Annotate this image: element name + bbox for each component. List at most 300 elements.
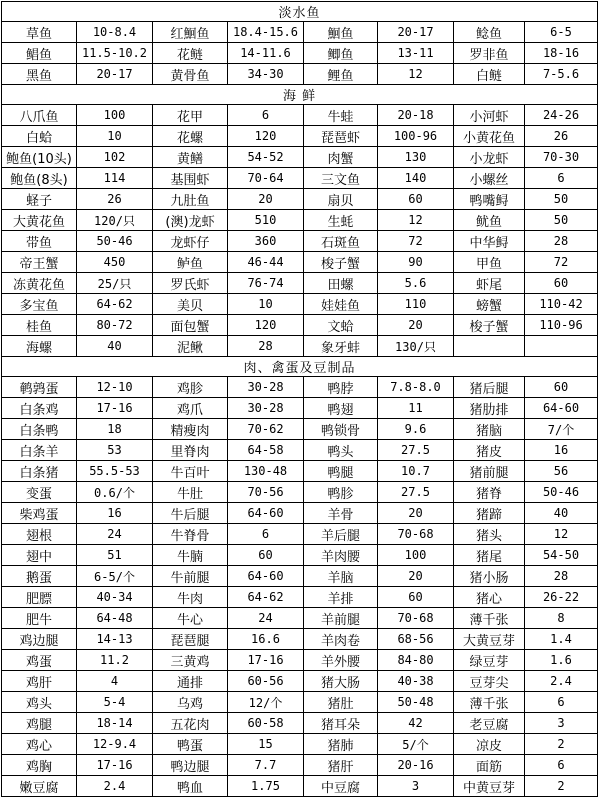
item-price: 12-10 bbox=[77, 377, 153, 398]
item-name: 猪尾 bbox=[454, 545, 525, 566]
item-price: 130-48 bbox=[228, 461, 304, 482]
item-name: 凉皮 bbox=[454, 734, 525, 755]
table-row bbox=[2, 105, 598, 126]
item-price: 12 bbox=[378, 210, 454, 231]
item-price: 24 bbox=[228, 608, 304, 629]
item-price: 50-46 bbox=[77, 231, 153, 252]
item-name: 牛肚 bbox=[153, 482, 228, 503]
item-name: 肥膘 bbox=[2, 587, 77, 608]
item-price: 16.6 bbox=[228, 629, 304, 650]
table-row bbox=[2, 419, 598, 440]
item-name: 龙虾仔 bbox=[153, 231, 228, 252]
section-header-row bbox=[2, 357, 598, 377]
item-name: 鸭蛋 bbox=[153, 734, 228, 755]
item-price: 64-60 bbox=[525, 398, 598, 419]
item-name: 桂鱼 bbox=[2, 315, 77, 336]
item-name: 白蛤 bbox=[2, 126, 77, 147]
item-price: 14-13 bbox=[77, 629, 153, 650]
item-name: 羊后腿 bbox=[304, 524, 378, 545]
item-name: 猪皮 bbox=[454, 440, 525, 461]
item-price: 6 bbox=[228, 524, 304, 545]
item-price: 51 bbox=[77, 545, 153, 566]
item-price: 7-5.6 bbox=[525, 64, 598, 85]
item-price: 10-8.4 bbox=[77, 22, 153, 43]
item-name: 猪大肠 bbox=[304, 671, 378, 692]
item-name: 泥鳅 bbox=[153, 336, 228, 357]
table-row bbox=[2, 294, 598, 315]
item-price: 18 bbox=[77, 419, 153, 440]
item-name: 牛蛙 bbox=[304, 105, 378, 126]
item-name: 牛脊骨 bbox=[153, 524, 228, 545]
item-name: 牛肉 bbox=[153, 587, 228, 608]
item-name: 羊肉卷 bbox=[304, 629, 378, 650]
item-name: 小黄花鱼 bbox=[454, 126, 525, 147]
item-name: 嫩豆腐 bbox=[2, 776, 77, 797]
table-row bbox=[2, 671, 598, 692]
item-name: 白条鸭 bbox=[2, 419, 77, 440]
item-name: 草鱼 bbox=[2, 22, 77, 43]
item-name: (澳)龙虾 bbox=[153, 210, 228, 231]
item-name: 小龙虾 bbox=[454, 147, 525, 168]
item-price: 110 bbox=[378, 294, 454, 315]
item-price: 100 bbox=[77, 105, 153, 126]
item-price: 50-48 bbox=[378, 692, 454, 713]
table-row bbox=[2, 545, 598, 566]
item-price: 90 bbox=[378, 252, 454, 273]
table-row bbox=[2, 189, 598, 210]
item-name: 生蚝 bbox=[304, 210, 378, 231]
item-price: 3 bbox=[525, 713, 598, 734]
item-price: 5/个 bbox=[378, 734, 454, 755]
item-price: 72 bbox=[378, 231, 454, 252]
item-name: 黄鳝 bbox=[153, 147, 228, 168]
item-price: 16 bbox=[77, 503, 153, 524]
item-price: 40 bbox=[77, 336, 153, 357]
item-name: 牛心 bbox=[153, 608, 228, 629]
item-name: 里脊肉 bbox=[153, 440, 228, 461]
item-price: 40-38 bbox=[378, 671, 454, 692]
item-price: 18.4-15.6 bbox=[228, 22, 304, 43]
item-name: 海螺 bbox=[2, 336, 77, 357]
item-price: 27.5 bbox=[378, 482, 454, 503]
item-price: 10 bbox=[228, 294, 304, 315]
item-price: 20 bbox=[378, 503, 454, 524]
item-name: 扇贝 bbox=[304, 189, 378, 210]
item-price: 14-11.6 bbox=[228, 43, 304, 64]
table-row bbox=[2, 315, 598, 336]
item-name: 甲鱼 bbox=[454, 252, 525, 273]
item-price: 17-16 bbox=[228, 650, 304, 671]
item-name: 鲫鱼 bbox=[304, 43, 378, 64]
table-row bbox=[2, 608, 598, 629]
item-name: 面包蟹 bbox=[153, 315, 228, 336]
item-price: 34-30 bbox=[228, 64, 304, 85]
item-name: 琵琶腿 bbox=[153, 629, 228, 650]
item-price: 11.2 bbox=[77, 650, 153, 671]
item-name: 鸭边腿 bbox=[153, 755, 228, 776]
item-price: 102 bbox=[77, 147, 153, 168]
item-name: 鸭翅 bbox=[304, 398, 378, 419]
table-row bbox=[2, 566, 598, 587]
table-row bbox=[2, 734, 598, 755]
item-name: 猪后腿 bbox=[454, 377, 525, 398]
item-price: 28 bbox=[525, 566, 598, 587]
item-price: 130 bbox=[378, 147, 454, 168]
item-name: 大黄豆芽 bbox=[454, 629, 525, 650]
item-price: 130/只 bbox=[378, 336, 454, 357]
item-name: 黑鱼 bbox=[2, 64, 77, 85]
item-name: 猪肺 bbox=[304, 734, 378, 755]
item-price: 0.6/个 bbox=[77, 482, 153, 503]
item-price: 27.5 bbox=[378, 440, 454, 461]
table-row bbox=[2, 503, 598, 524]
item-price: 64-58 bbox=[228, 440, 304, 461]
item-price: 100-96 bbox=[378, 126, 454, 147]
item-price: 60 bbox=[525, 377, 598, 398]
item-name: 薄千张 bbox=[454, 692, 525, 713]
item-name: 鸡腿 bbox=[2, 713, 77, 734]
item-price: 40-34 bbox=[77, 587, 153, 608]
item-name: 柴鸡蛋 bbox=[2, 503, 77, 524]
item-name: 鸡胗 bbox=[153, 377, 228, 398]
table-row bbox=[2, 273, 598, 294]
item-price: 25/只 bbox=[77, 273, 153, 294]
item-name: 面筋 bbox=[454, 755, 525, 776]
item-name: 鸭嘴鲟 bbox=[454, 189, 525, 210]
item-name: 罗非鱼 bbox=[454, 43, 525, 64]
item-price: 18-14 bbox=[77, 713, 153, 734]
item-price: 60-56 bbox=[228, 671, 304, 692]
item-name: 梭子蟹 bbox=[454, 315, 525, 336]
item-name: 猪肋排 bbox=[454, 398, 525, 419]
item-name: 白条鸡 bbox=[2, 398, 77, 419]
item-price: 60 bbox=[525, 273, 598, 294]
item-price: 30-28 bbox=[228, 377, 304, 398]
item-price: 17-16 bbox=[77, 755, 153, 776]
item-name: 田螺 bbox=[304, 273, 378, 294]
item-price: 20 bbox=[378, 315, 454, 336]
item-price: 110-96 bbox=[525, 315, 598, 336]
item-price: 64-62 bbox=[77, 294, 153, 315]
item-price: 68-56 bbox=[378, 629, 454, 650]
item-name: 鸡边腿 bbox=[2, 629, 77, 650]
item-price: 17-16 bbox=[77, 398, 153, 419]
item-price: 9.6 bbox=[378, 419, 454, 440]
item-name: 猪心 bbox=[454, 587, 525, 608]
item-name: 羊肉腰 bbox=[304, 545, 378, 566]
item-name: 鸭脖 bbox=[304, 377, 378, 398]
item-name: 牛前腿 bbox=[153, 566, 228, 587]
item-name: 羊骨 bbox=[304, 503, 378, 524]
item-name: 猪脑 bbox=[454, 419, 525, 440]
item-price: 20 bbox=[228, 189, 304, 210]
item-name: 大黄花鱼 bbox=[2, 210, 77, 231]
item-price: 18-16 bbox=[525, 43, 598, 64]
item-price: 20-16 bbox=[378, 755, 454, 776]
item-name: 牛百叶 bbox=[153, 461, 228, 482]
item-name: 翅根 bbox=[2, 524, 77, 545]
item-price: 100 bbox=[378, 545, 454, 566]
item-price: 54-52 bbox=[228, 147, 304, 168]
item-price: 40 bbox=[525, 503, 598, 524]
item-name: 鸡爪 bbox=[153, 398, 228, 419]
item-name: 八爪鱼 bbox=[2, 105, 77, 126]
item-price: 80-72 bbox=[77, 315, 153, 336]
item-price: 64-60 bbox=[228, 566, 304, 587]
item-price: 120 bbox=[228, 126, 304, 147]
item-price: 2.4 bbox=[525, 671, 598, 692]
item-price: 7.7 bbox=[228, 755, 304, 776]
item-name: 冻黄花鱼 bbox=[2, 273, 77, 294]
item-price: 70-64 bbox=[228, 168, 304, 189]
item-name: 基围虾 bbox=[153, 168, 228, 189]
item-name: 豆芽尖 bbox=[454, 671, 525, 692]
item-price: 360 bbox=[228, 231, 304, 252]
item-price: 24 bbox=[77, 524, 153, 545]
item-price: 2.4 bbox=[77, 776, 153, 797]
item-price: 114 bbox=[77, 168, 153, 189]
table-row bbox=[2, 231, 598, 252]
item-price: 110-42 bbox=[525, 294, 598, 315]
table-row bbox=[2, 377, 598, 398]
item-price: 20 bbox=[378, 566, 454, 587]
item-name: 乌鸡 bbox=[153, 692, 228, 713]
item-name: 鲳鱼 bbox=[2, 43, 77, 64]
item-name: 多宝鱼 bbox=[2, 294, 77, 315]
item-name: 精瘦肉 bbox=[153, 419, 228, 440]
item-price: 84-80 bbox=[378, 650, 454, 671]
item-name: 鹌鹑蛋 bbox=[2, 377, 77, 398]
item-name: 小河虾 bbox=[454, 105, 525, 126]
item-name: 鸭锁骨 bbox=[304, 419, 378, 440]
item-name: 花甲 bbox=[153, 105, 228, 126]
item-name: 猪肝 bbox=[304, 755, 378, 776]
item-name: 小螺丝 bbox=[454, 168, 525, 189]
item-name: 猪前腿 bbox=[454, 461, 525, 482]
item-price: 12-9.4 bbox=[77, 734, 153, 755]
item-price: 70-30 bbox=[525, 147, 598, 168]
item-price: 120 bbox=[228, 315, 304, 336]
table-row bbox=[2, 755, 598, 776]
item-name: 牛腩 bbox=[153, 545, 228, 566]
section-header-row bbox=[2, 85, 598, 105]
table-row bbox=[2, 713, 598, 734]
item-name: 鸭头 bbox=[304, 440, 378, 461]
table-row bbox=[2, 43, 598, 64]
item-name: 翅中 bbox=[2, 545, 77, 566]
item-name: 鸡胸 bbox=[2, 755, 77, 776]
item-name: 变蛋 bbox=[2, 482, 77, 503]
item-price: 1.4 bbox=[525, 629, 598, 650]
item-price: 60 bbox=[228, 545, 304, 566]
item-price: 70-68 bbox=[378, 524, 454, 545]
section-title: 肉、禽蛋及豆制品 bbox=[2, 357, 598, 377]
item-name: 绿豆芽 bbox=[454, 650, 525, 671]
item-name: 鱿鱼 bbox=[454, 210, 525, 231]
item-price: 3 bbox=[378, 776, 454, 797]
item-name: 鲤鱼 bbox=[304, 64, 378, 85]
item-price: 50 bbox=[525, 210, 598, 231]
item-price: 6 bbox=[228, 105, 304, 126]
item-name: 蛏子 bbox=[2, 189, 77, 210]
item-name: 薄千张 bbox=[454, 608, 525, 629]
item-name: 象牙蚌 bbox=[304, 336, 378, 357]
table-row bbox=[2, 692, 598, 713]
item-price: 64-62 bbox=[228, 587, 304, 608]
item-price: 56 bbox=[525, 461, 598, 482]
item-name: 鹅蛋 bbox=[2, 566, 77, 587]
table-row bbox=[2, 650, 598, 671]
item-price: 42 bbox=[378, 713, 454, 734]
item-price: 15 bbox=[228, 734, 304, 755]
table-row bbox=[2, 168, 598, 189]
item-price: 20-17 bbox=[77, 64, 153, 85]
item-price: 20-17 bbox=[378, 22, 454, 43]
item-price: 55.5-53 bbox=[77, 461, 153, 482]
table-row bbox=[2, 524, 598, 545]
item-price: 2 bbox=[525, 734, 598, 755]
table-row bbox=[2, 147, 598, 168]
section-title: 海 鲜 bbox=[2, 85, 598, 105]
item-price: 1.6 bbox=[525, 650, 598, 671]
item-name: 鸭胗 bbox=[304, 482, 378, 503]
section-header-row bbox=[2, 2, 598, 22]
item-price: 70-56 bbox=[228, 482, 304, 503]
item-price: 10 bbox=[77, 126, 153, 147]
price-table-body bbox=[2, 2, 598, 797]
item-price: 16 bbox=[525, 440, 598, 461]
item-price: 11.5-10.2 bbox=[77, 43, 153, 64]
table-row bbox=[2, 629, 598, 650]
price-table bbox=[1, 1, 598, 797]
table-row bbox=[2, 776, 598, 797]
item-name: 羊脑 bbox=[304, 566, 378, 587]
item-name: 鲍鱼(8头) bbox=[2, 168, 77, 189]
item-price: 6-5 bbox=[525, 22, 598, 43]
table-row bbox=[2, 440, 598, 461]
item-price: 28 bbox=[228, 336, 304, 357]
item-name bbox=[454, 336, 525, 357]
item-price: 24-26 bbox=[525, 105, 598, 126]
item-price: 11 bbox=[378, 398, 454, 419]
table-row bbox=[2, 398, 598, 419]
item-price: 6-5/个 bbox=[77, 566, 153, 587]
item-name: 带鱼 bbox=[2, 231, 77, 252]
item-name: 琵琶虾 bbox=[304, 126, 378, 147]
item-name: 肉蟹 bbox=[304, 147, 378, 168]
item-price: 12 bbox=[525, 524, 598, 545]
item-name: 鮰鱼 bbox=[304, 22, 378, 43]
item-name: 中豆腐 bbox=[304, 776, 378, 797]
item-name: 文蛤 bbox=[304, 315, 378, 336]
item-price: 28 bbox=[525, 231, 598, 252]
item-price: 53 bbox=[77, 440, 153, 461]
table-row bbox=[2, 252, 598, 273]
item-price: 12 bbox=[378, 64, 454, 85]
item-price: 2 bbox=[525, 776, 598, 797]
table-row bbox=[2, 22, 598, 43]
table-row bbox=[2, 336, 598, 357]
item-price: 30-28 bbox=[228, 398, 304, 419]
item-name: 罗氏虾 bbox=[153, 273, 228, 294]
item-name: 花螺 bbox=[153, 126, 228, 147]
item-name: 肥牛 bbox=[2, 608, 77, 629]
item-price: 26-22 bbox=[525, 587, 598, 608]
item-name: 花鲢 bbox=[153, 43, 228, 64]
item-name: 梭子蟹 bbox=[304, 252, 378, 273]
item-price: 60-58 bbox=[228, 713, 304, 734]
table-row bbox=[2, 587, 598, 608]
item-name: 猪脊 bbox=[454, 482, 525, 503]
item-name: 鲍鱼(10头) bbox=[2, 147, 77, 168]
item-name: 白条猪 bbox=[2, 461, 77, 482]
item-price: 70-62 bbox=[228, 419, 304, 440]
table-row bbox=[2, 126, 598, 147]
item-price: 72 bbox=[525, 252, 598, 273]
item-name: 鸡头 bbox=[2, 692, 77, 713]
item-price: 5.6 bbox=[378, 273, 454, 294]
item-name: 白鲢 bbox=[454, 64, 525, 85]
table-row bbox=[2, 64, 598, 85]
item-name: 猪蹄 bbox=[454, 503, 525, 524]
item-name: 牛后腿 bbox=[153, 503, 228, 524]
item-price: 8 bbox=[525, 608, 598, 629]
item-price: 7/个 bbox=[525, 419, 598, 440]
item-price: 20-18 bbox=[378, 105, 454, 126]
item-name: 帝王蟹 bbox=[2, 252, 77, 273]
item-name: 鸡肝 bbox=[2, 671, 77, 692]
item-price: 54-50 bbox=[525, 545, 598, 566]
item-price: 450 bbox=[77, 252, 153, 273]
item-price: 10.7 bbox=[378, 461, 454, 482]
item-price: 26 bbox=[525, 126, 598, 147]
item-name: 九肚鱼 bbox=[153, 189, 228, 210]
item-price: 70-68 bbox=[378, 608, 454, 629]
item-name: 鸡蛋 bbox=[2, 650, 77, 671]
table-row bbox=[2, 482, 598, 503]
item-name: 羊排 bbox=[304, 587, 378, 608]
item-price: 5-4 bbox=[77, 692, 153, 713]
item-name: 鲶鱼 bbox=[454, 22, 525, 43]
table-row bbox=[2, 461, 598, 482]
item-price: 1.75 bbox=[228, 776, 304, 797]
item-name: 白条羊 bbox=[2, 440, 77, 461]
item-price: 50 bbox=[525, 189, 598, 210]
item-name: 猪头 bbox=[454, 524, 525, 545]
item-price: 7.8-8.0 bbox=[378, 377, 454, 398]
item-price: 140 bbox=[378, 168, 454, 189]
item-price: 510 bbox=[228, 210, 304, 231]
item-price: 6 bbox=[525, 755, 598, 776]
item-name: 羊外腰 bbox=[304, 650, 378, 671]
item-price: 76-74 bbox=[228, 273, 304, 294]
item-name: 娃娃鱼 bbox=[304, 294, 378, 315]
item-price: 6 bbox=[525, 168, 598, 189]
item-price bbox=[525, 336, 598, 357]
item-name: 三黄鸡 bbox=[153, 650, 228, 671]
item-name: 五花肉 bbox=[153, 713, 228, 734]
item-price: 50-46 bbox=[525, 482, 598, 503]
item-name: 螃蟹 bbox=[454, 294, 525, 315]
item-name: 石斑鱼 bbox=[304, 231, 378, 252]
item-name: 鸭腿 bbox=[304, 461, 378, 482]
item-price: 12/个 bbox=[228, 692, 304, 713]
item-name: 猪小肠 bbox=[454, 566, 525, 587]
item-name: 猪耳朵 bbox=[304, 713, 378, 734]
item-name: 鲈鱼 bbox=[153, 252, 228, 273]
item-name: 虾尾 bbox=[454, 273, 525, 294]
item-name: 中华鲟 bbox=[454, 231, 525, 252]
